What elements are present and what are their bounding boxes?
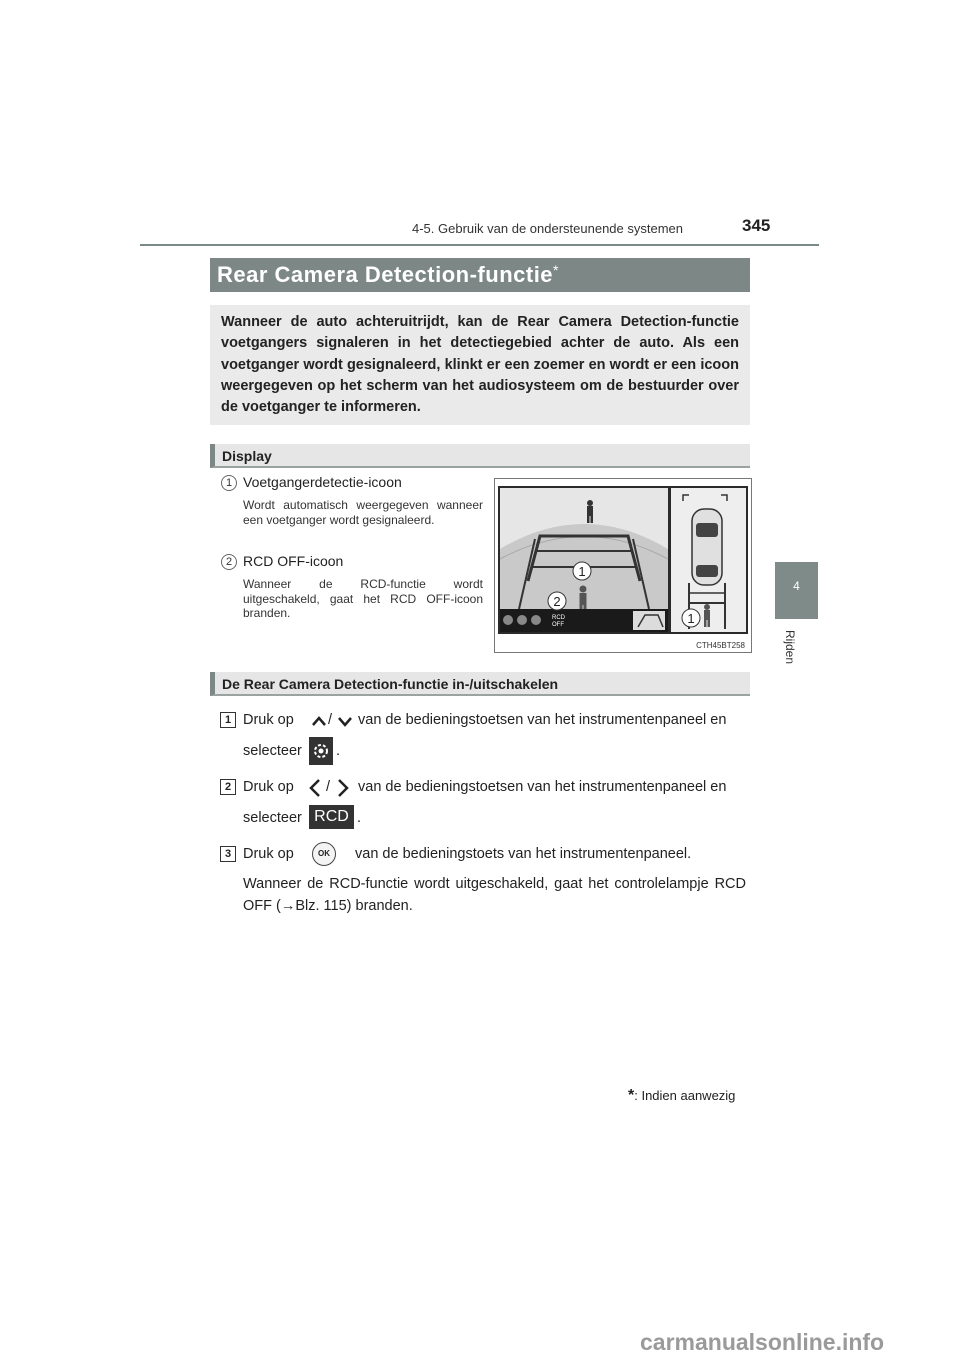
item-number: 1 (221, 475, 237, 491)
up-arrow-icon (311, 715, 327, 727)
figure-code: CTH45BT258 (696, 641, 745, 650)
step-text-a: Druk op (243, 712, 294, 728)
toggle-heading: De Rear Camera Detection-functie in-/uitschakelen (222, 676, 559, 692)
left-arrow-icon (308, 778, 322, 798)
rear-camera-illustration (495, 479, 751, 652)
chapter-tab: 4 (775, 562, 818, 619)
footnote-asterisk: * (628, 1087, 635, 1104)
page-title-text: Rear Camera Detection-functie (217, 262, 554, 287)
item-title: Voetgangerdetectie-icoon (243, 474, 402, 490)
watermark: carmanualsonline.info (640, 1329, 885, 1355)
callout-label: 1 (687, 611, 695, 626)
intro-text: Wanneer de auto achteruitrijdt, kan de Rear Camera Detection-functie voetgangers signaleren in het detectiegebied achter de auto. Als een voetganger wordt gesignaleerd, klinkt er een zoemer en wordt er een icoon weergegeven op het scherm van het audiosysteem om de bestuurder over de voetganger te informeren. (221, 314, 739, 416)
step-text-b: van de bedieningstoets van het instrumentenpaneel. (355, 846, 692, 862)
step-number: 2 (220, 779, 236, 795)
step-text-a: Druk op (243, 846, 294, 862)
step-text-b: van de bedieningstoetsen van het instrumentenpaneel en (358, 779, 727, 795)
display-heading-bar (210, 444, 750, 468)
item-description: Wordt automatisch weergegeven wanneer een voetganger wordt gesignaleerd. (243, 498, 483, 527)
step-number: 3 (220, 846, 236, 862)
separator: / (326, 779, 331, 795)
header-divider (140, 244, 819, 246)
rcd-menu-icon: RCD (309, 805, 354, 829)
item-title: RCD OFF-icoon (243, 553, 344, 569)
settings-gear-icon (309, 737, 333, 765)
separator: / (328, 712, 333, 728)
down-arrow-icon (337, 715, 353, 727)
right-arrow-icon (336, 778, 350, 798)
footnote-text: : Indien aanwezig (634, 1088, 736, 1103)
step-text-c: selecteer (243, 810, 302, 826)
step-text-d: . (336, 743, 341, 759)
ok-button-icon: OK (312, 842, 336, 866)
step-text-c: selecteer (243, 743, 302, 759)
rcd-off-line2: OFF (552, 622, 564, 628)
callout-label: 1 (578, 564, 586, 579)
footnote (628, 1087, 735, 1105)
step-note: Wanneer de RCD-functie wordt uitgeschakeld, gaat het controlelampje RCD OFF (→Blz. 115) branden. (243, 876, 746, 914)
title-asterisk: * (553, 262, 559, 278)
step-number: 1 (220, 712, 236, 728)
rcd-off-line1: RCD (552, 615, 565, 621)
step-text-a: Druk op (243, 779, 294, 795)
page-title (217, 262, 559, 288)
section-title: 4-5. Gebruik van de ondersteunende systemen (412, 221, 684, 236)
item-description: Wanneer de RCD-functie wordt uitgeschakeld, gaat het RCD OFF-icoon branden. (243, 577, 483, 620)
step-text-b: van de bedieningstoetsen van het instrumentenpaneel en (358, 712, 727, 728)
rear-camera-figure (494, 478, 752, 653)
item-number: 2 (221, 554, 237, 570)
display-heading: Display (222, 448, 272, 464)
page-number: 345 (742, 216, 771, 235)
step-text-d: . (357, 810, 362, 826)
callout-label: 2 (553, 594, 561, 609)
chapter-label: Rijden (783, 630, 797, 665)
